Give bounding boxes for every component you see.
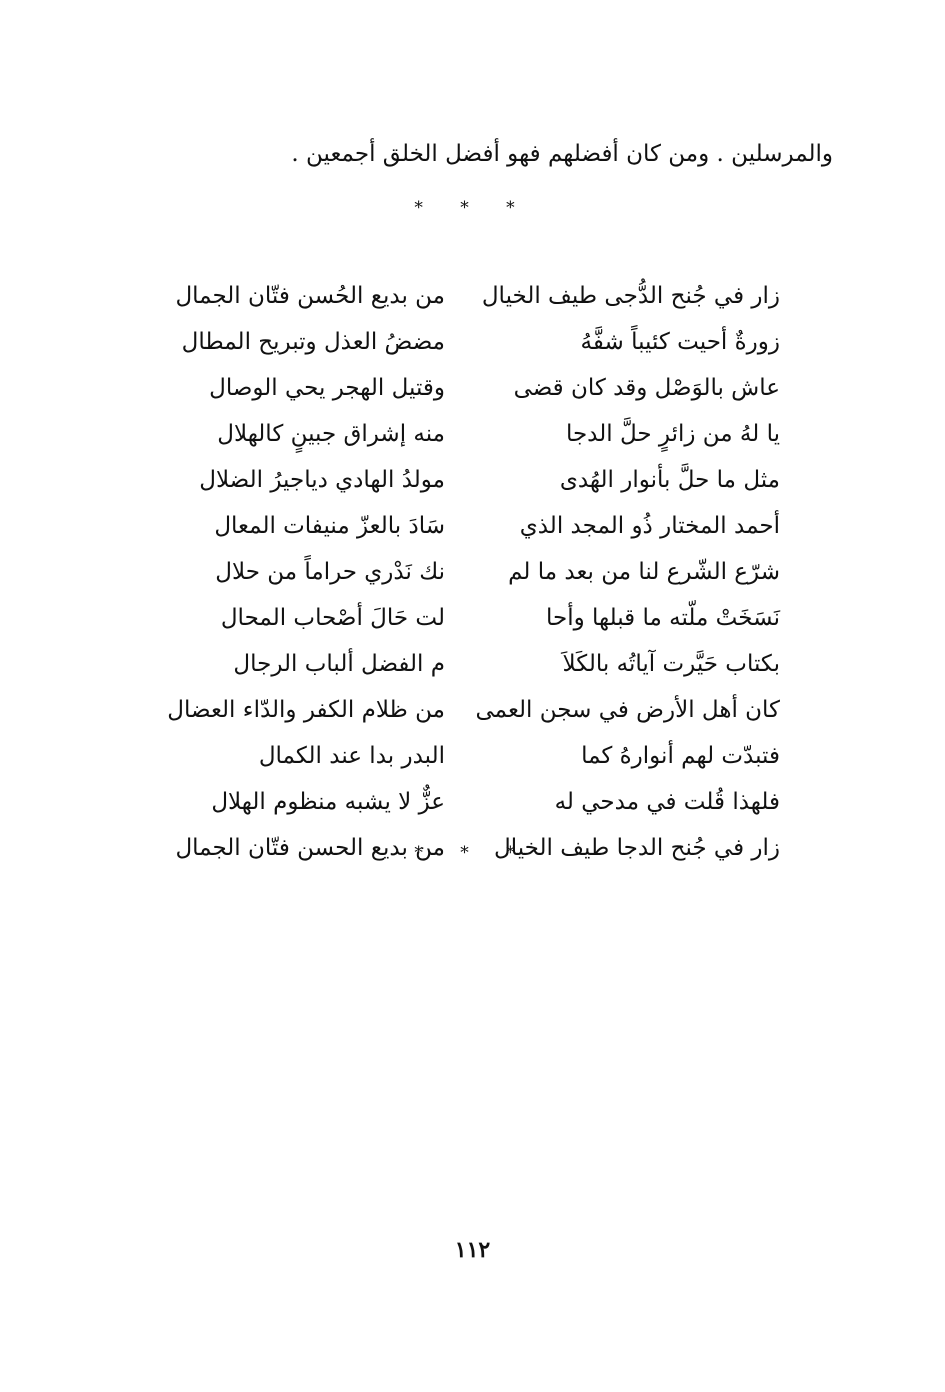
verse-second-hemistich: م الفضل ألباب الرجال — [233, 651, 445, 677]
verse-second-hemistich: مضضُ العذل وتبريح المطال — [181, 329, 445, 355]
verse-first-hemistich: عاش بالوَصْل وقد كان قضى — [513, 375, 780, 401]
poem-verse — [160, 411, 780, 457]
verse-first-hemistich: كان أهل الأرض في سجن العمى — [475, 697, 780, 723]
section-divider-top: * * * — [414, 198, 531, 218]
verse-second-hemistich: سَادَ بالعزّ منيفات المعال — [214, 513, 445, 539]
verse-second-hemistich: البدر بدا عند الكمال — [258, 743, 445, 769]
poem-verse — [160, 779, 780, 825]
verse-first-hemistich: زورةٌ أحيت كئيباً شفَّهُ — [580, 329, 780, 355]
poem-verse — [160, 319, 780, 365]
verse-second-hemistich: مولدُ الهادي دياجيرُ الضلال — [199, 467, 445, 493]
verse-second-hemistich: وقتيل الهجر يحي الوصال — [209, 375, 445, 401]
verse-first-hemistich: فتبدّت لهم أنوارهُ كما — [581, 743, 780, 769]
verse-first-hemistich: مثل ما حلَّ بأنوار الهُدى — [559, 467, 780, 493]
poem-verse — [160, 595, 780, 641]
verse-first-hemistich: زار في جُنح الدُّجى طيف الخيال — [481, 283, 780, 309]
poem-verse — [160, 549, 780, 595]
poem-verse — [160, 687, 780, 733]
verse-second-hemistich: من بديع الحسن فتّان الجمال — [175, 835, 445, 861]
poem-verse — [160, 641, 780, 687]
section-divider-bottom: * * * — [414, 843, 531, 863]
page-number: ١١٢ — [454, 1237, 491, 1263]
verse-first-hemistich: يا لهُ من زائرٍ حلَّ الدجا — [565, 421, 780, 447]
verse-second-hemistich: من بديع الحُسن فتّان الجمال — [175, 283, 445, 309]
poem-verse — [160, 733, 780, 779]
prose-line: والمرسلين . ومن كان أفضلهم فهو أفضل الخلق أجمعين . — [291, 141, 833, 167]
verse-second-hemistich: منه إشراق جبينٍ كالهلال — [217, 421, 445, 447]
verse-first-hemistich: نَسَخَتْ ملّته ما قبلها وأحا — [545, 605, 780, 631]
poem-verse — [160, 273, 780, 319]
verse-second-hemistich: لت حَالَ أصْحاب المحال — [220, 605, 445, 631]
verse-first-hemistich: زار في جُنح الدجا طيف الخيال — [494, 835, 780, 861]
verse-first-hemistich: فلهذا قُلت في مدحي له — [554, 789, 780, 815]
verse-second-hemistich: من ظلام الكفر والدّاء العضال — [167, 697, 445, 723]
poem-verse — [160, 365, 780, 411]
poem-verse — [160, 503, 780, 549]
verse-second-hemistich: نك نَدْري حراماً من حلال — [215, 559, 445, 585]
poem-verse — [160, 457, 780, 503]
poem — [160, 273, 780, 871]
verse-second-hemistich: عزٌّ لا يشبه منظوم الهلال — [211, 789, 445, 815]
verse-first-hemistich: أحمد المختار ذُو المجد الذي — [519, 513, 780, 539]
verse-first-hemistich: شرّع الشّرع لنا من بعد ما لم — [508, 559, 780, 585]
verse-first-hemistich: بكتاب حَيَّرت آياتُه بالكَلاَ — [562, 651, 780, 677]
